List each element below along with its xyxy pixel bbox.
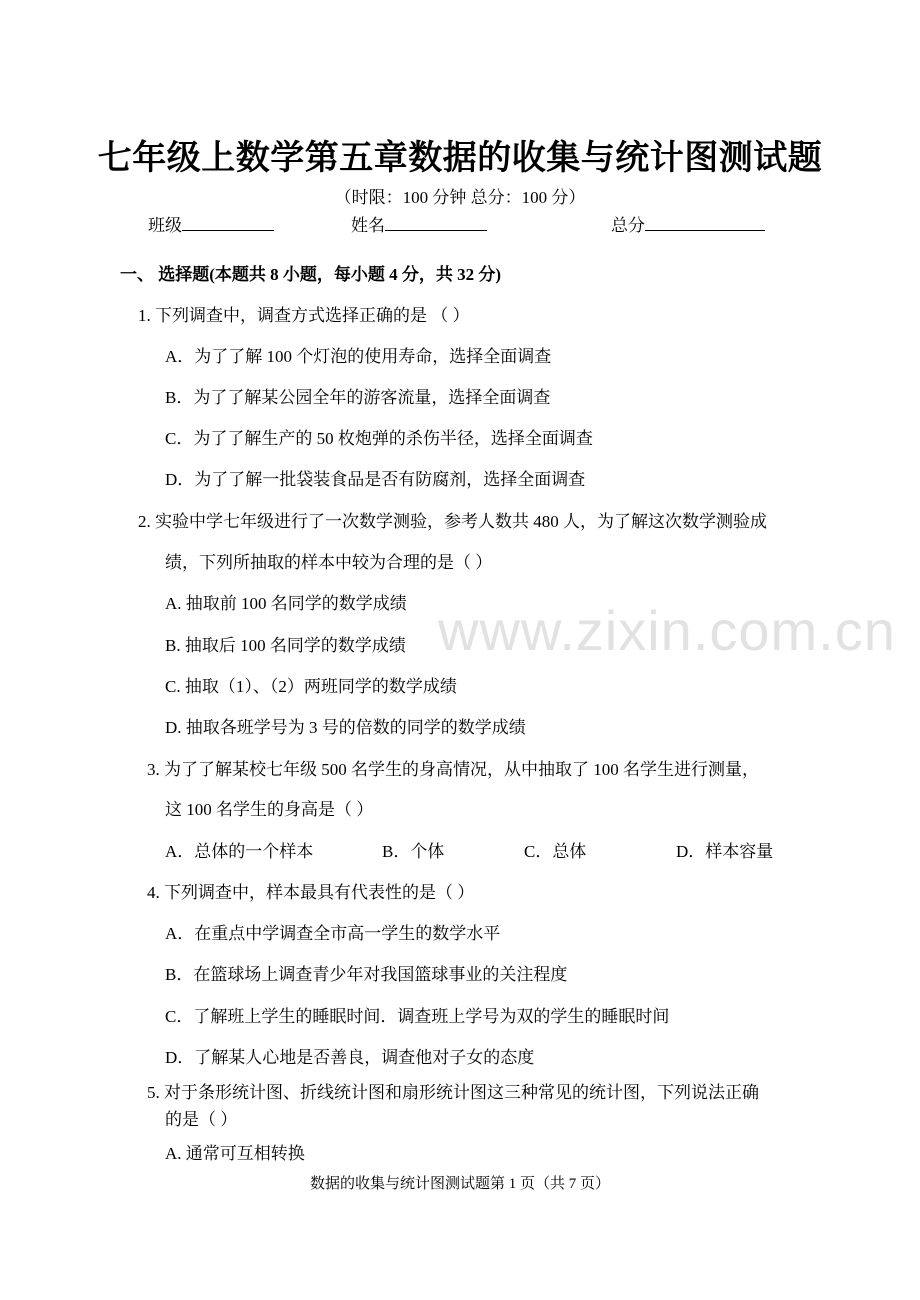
question-5-option-a: A. 通常可互相转换 [165, 1144, 305, 1163]
question-2-option-a: A. 抽取前 100 名同学的数学成绩 [165, 594, 407, 613]
question-2-option-c: C. 抽取（1）、（2）两班同学的数学成绩 [165, 677, 457, 696]
question-5-stem-line1: 5. 对于条形统计图、折线统计图和扇形统计图这三种常见的统计图，下列说法正确 [147, 1083, 759, 1102]
name-label: 姓名 [351, 216, 385, 235]
question-4-option-d: D．了解某人心地是否善良，调查他对子女的态度 [165, 1048, 535, 1067]
question-4-option-b: B．在篮球场上调查青少年对我国篮球事业的关注程度 [165, 965, 568, 984]
student-info-row [0, 211, 920, 237]
question-3-stem-line2: 这 100 名学生的身高是（ ） [165, 800, 374, 819]
question-3-option-b: B．个体 [382, 842, 445, 861]
question-3-option-a: A．总体的一个样本 [165, 842, 314, 861]
question-2-stem-line1: 2. 实验中学七年级进行了一次数学测验，参考人数共 480 人，为了解这次数学测验成 [138, 512, 767, 531]
page-footer: 数据的收集与统计图测试题第 1 页（共 7 页） [309, 1176, 610, 1192]
question-4-stem: 4. 下列调查中，样本最具有代表性的是（ ） [147, 883, 475, 902]
question-3-option-c: C．总体 [524, 842, 587, 861]
page-title: 七年级上数学第五章数据的收集与统计图测试题 [97, 138, 823, 178]
question-1-option-a: A．为了了解 100 个灯泡的使用寿命，选择全面调查 [165, 347, 552, 366]
question-3-stem-line1: 3. 为了了解某校七年级 500 名学生的身高情况，从中抽取了 100 名学生进行测量， [147, 760, 759, 779]
question-2-option-d: D. 抽取各班学号为 3 号的倍数的同学的数学成绩 [165, 718, 526, 737]
question-5-stem-line2: 的是（ ） [165, 1110, 238, 1129]
name-blank [385, 212, 487, 231]
question-1-option-c: C．为了了解生产的 50 枚炮弹的杀伤半径，选择全面调查 [165, 429, 593, 448]
question-2-option-b: B. 抽取后 100 名同学的数学成绩 [165, 636, 406, 655]
question-4-option-a: A．在重点中学调查全市高一学生的数学水平 [165, 924, 501, 943]
name-field [351, 211, 487, 236]
question-1-option-d: D．为了了解一批袋装食品是否有防腐剂，选择全面调查 [165, 470, 586, 489]
exam-subtitle: （时限：100 分钟 总分：100 分） [334, 188, 586, 207]
score-blank [645, 212, 765, 231]
question-2-stem-line2: 绩，下列所抽取的样本中较为合理的是（ ） [165, 553, 493, 572]
watermark: www.zixin.com.cn [438, 599, 896, 662]
question-1-stem: 1. 下列调查中，调查方式选择正确的是 （ ） [138, 306, 470, 325]
class-label: 班级 [148, 216, 182, 235]
question-4-option-c: C．了解班上学生的睡眠时间．调查班上学号为双的学生的睡眠时间 [165, 1007, 670, 1026]
question-1-option-b: B．为了了解某公园全年的游客流量，选择全面调查 [165, 388, 551, 407]
question-3-option-d: D．样本容量 [676, 842, 774, 861]
score-label: 总分 [611, 216, 645, 235]
class-blank [182, 212, 274, 231]
class-field [148, 211, 274, 236]
section-title: 一、 选择题(本题共 8 小题，每小题 4 分，共 32 分) [120, 265, 502, 284]
score-field [611, 211, 765, 236]
